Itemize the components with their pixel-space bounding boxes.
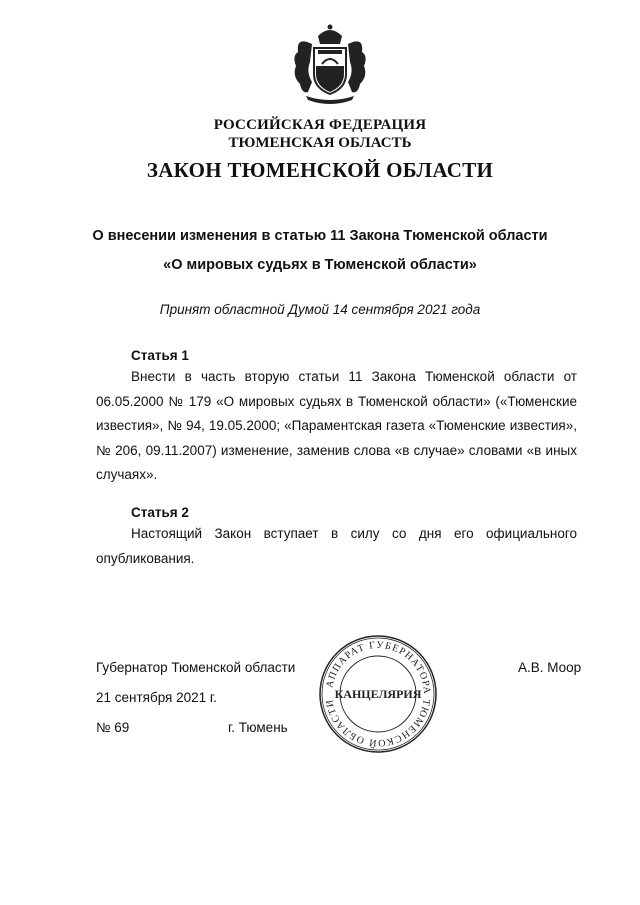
stamp-ring-text: АППАРАТ ГУБЕРНАТОРА ТЮМЕНСКОЙ ОБЛАСТИ [324, 639, 433, 749]
law-number: № 69 [96, 720, 130, 735]
article-1-heading: Статья 1 [131, 348, 189, 363]
coat-of-arms-icon [278, 22, 382, 106]
article-2-heading: Статья 2 [131, 505, 189, 520]
law-type-heading: ЗАКОН ТЮМЕНСКОЙ ОБЛАСТИ [146, 158, 494, 182]
signing-city: г. Тюмень [228, 720, 288, 735]
signatory-name: А.В. Моор [518, 660, 582, 675]
law-title-line-1: О внесении изменения в статью 11 Закона Тюменской области [92, 228, 548, 244]
signatory-position: Губернатор Тюменской области [96, 660, 296, 675]
office-stamp [316, 632, 440, 756]
stamp-center-text: КАНЦЕЛЯРИЯ [334, 687, 422, 701]
article-1-text: Внести в часть вторую статьи 11 Закона Тюменской области от 06.05.2000 № 179 «О мировых судьях в Тюменской области» («Тюменские известия», № 94, 19.05.2000; «Параментская газета «Тюменские известия», № 206, 09.11.2007) изменение, заменив слова «в случае» словами «в иных случаях». [96, 369, 577, 482]
adoption-note: Принят областной Думой 14 сентября 2021 года [159, 302, 481, 317]
article-2-text: Настоящий Закон вступает в силу со дня его официального опубликования. [96, 526, 577, 566]
signing-date: 21 сентября 2021 г. [96, 690, 217, 705]
law-title-line-2: «О мировых судьях в Тюменской области» [163, 257, 477, 273]
country-heading: РОССИЙСКАЯ ФЕДЕРАЦИЯ [213, 117, 427, 133]
region-heading: ТЮМЕНСКАЯ ОБЛАСТЬ [228, 135, 412, 151]
